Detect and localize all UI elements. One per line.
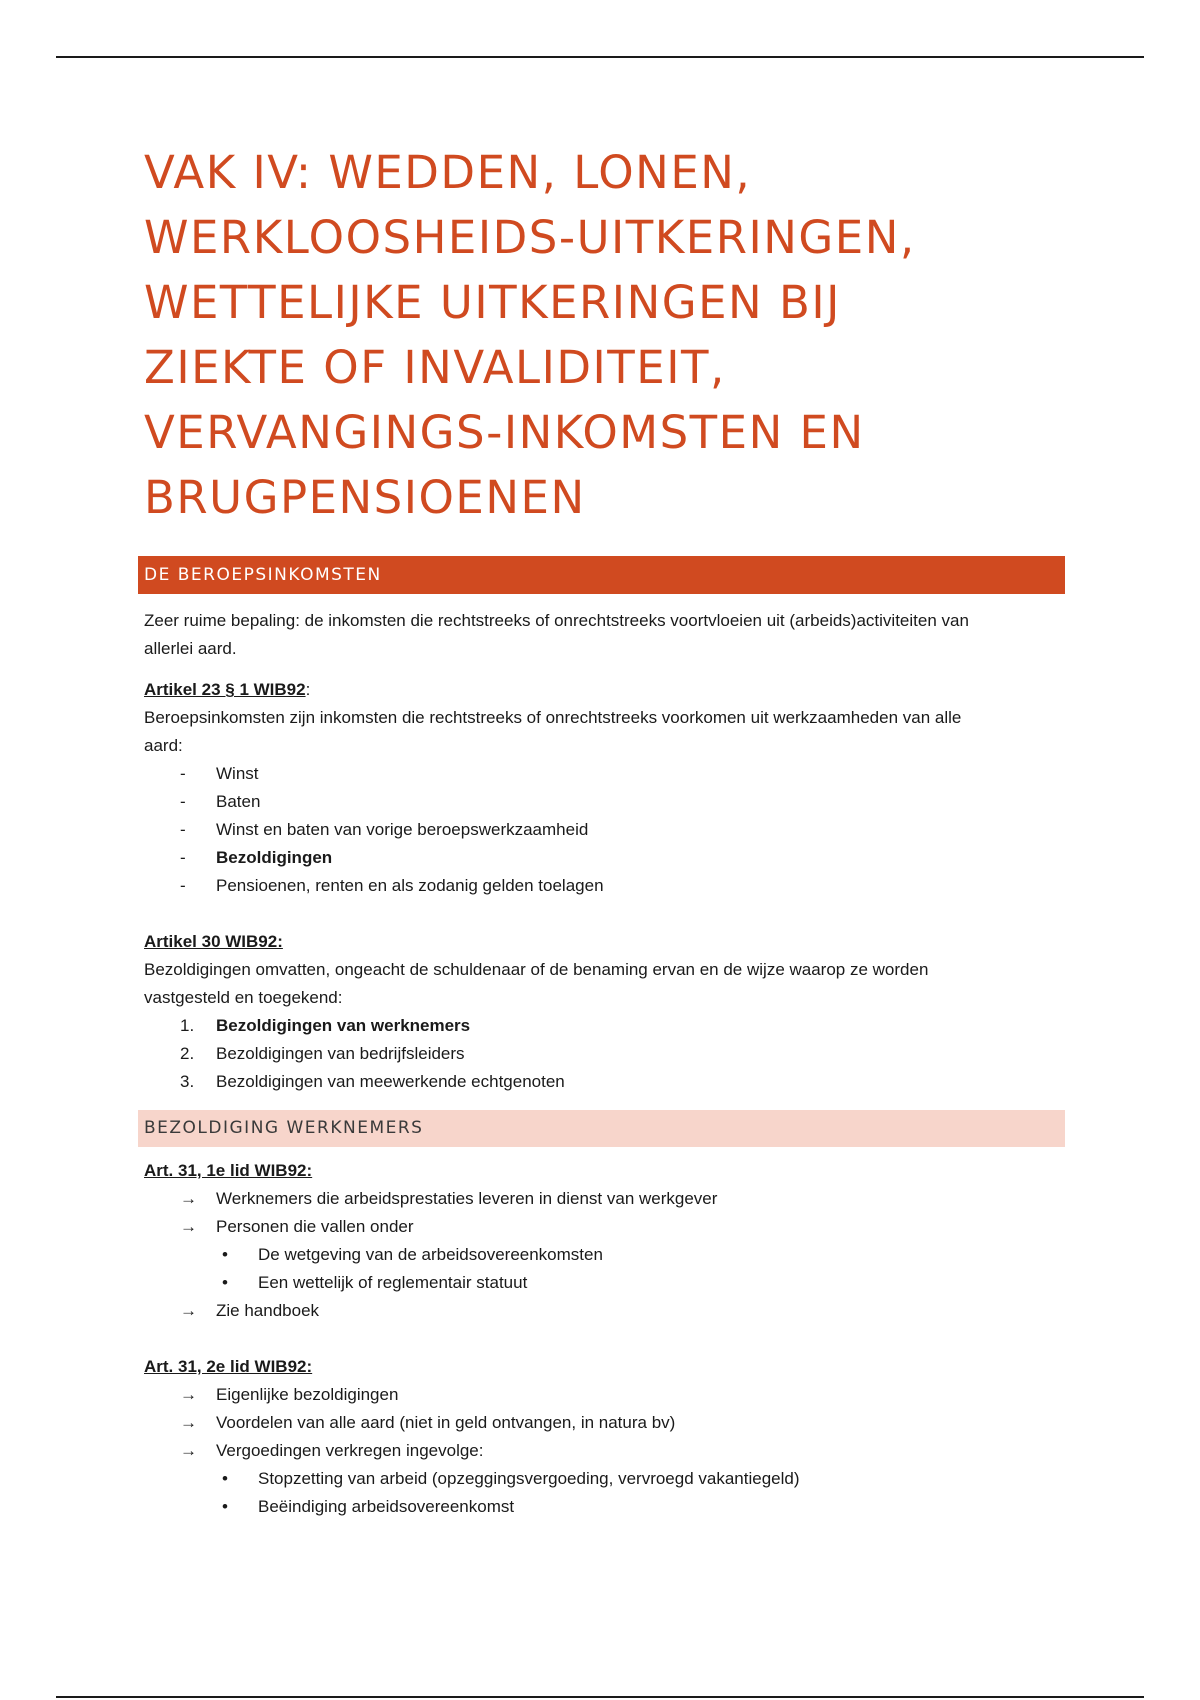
list-item: - Bezoldigingen [144, 844, 1059, 872]
article-23-text: aard: [144, 736, 183, 755]
dash-marker: - [180, 792, 186, 811]
section-heading-bezoldiging-werknemers: BEZOLDIGING WERKNEMERS [138, 1110, 1065, 1147]
number-marker: 3. [180, 1072, 195, 1091]
article-31-2-heading [144, 1353, 1059, 1381]
list-item: → Voordelen van alle aard (niet in geld ontvangen, in natura bv) [144, 1409, 1059, 1437]
number-marker: 2. [180, 1044, 195, 1063]
list-item: → Vergoedingen verkregen ingevolge: [144, 1437, 1059, 1465]
vergoedingen-sublist [144, 1465, 1059, 1521]
bullet-icon: • [222, 1497, 228, 1516]
list-item: - Winst en baten van vorige beroepswerkzaamheid [144, 816, 1059, 844]
list-item: - Baten [144, 788, 1059, 816]
article-23-heading [144, 676, 1059, 704]
arrow-icon: → [180, 1217, 197, 1236]
arrow-icon: → [180, 1301, 197, 1320]
title-line: BRUGPENSIOENEN [144, 471, 586, 524]
list-item: 3. Bezoldigingen van meewerkende echtgenoten [144, 1068, 1059, 1096]
list-item: - Winst [144, 760, 1059, 788]
bezoldigingen-list [144, 1012, 1059, 1096]
article-23-text: Beroepsinkomsten zijn inkomsten die rechtstreeks of onrechtstreeks voorkomen uit werkzaamheden van alle [144, 708, 962, 727]
arrow-icon: → [180, 1441, 197, 1460]
title-line: VAK IV: WEDDEN, LONEN, [144, 146, 752, 199]
income-type-list [144, 760, 1059, 900]
document-title [144, 140, 1059, 530]
title-line: WERKLOOSHEIDS-UITKERINGEN, [144, 211, 916, 264]
article-31-1-heading [144, 1157, 1059, 1185]
list-item: 2. Bezoldigingen van bedrijfsleiders [144, 1040, 1059, 1068]
article-30-heading [144, 928, 1059, 956]
document-page [144, 140, 1059, 1521]
title-line: VERVANGINGS-INKOMSTEN EN [144, 406, 865, 459]
dash-marker: - [180, 876, 186, 895]
list-item: → Werknemers die arbeidsprestaties leveren in dienst van werkgever [144, 1185, 1059, 1213]
article-30-label: Artikel 30 WIB92: [144, 932, 283, 951]
bullet-icon: • [222, 1469, 228, 1488]
dash-marker: - [180, 764, 186, 783]
werknemers-list [144, 1185, 1059, 1241]
section-heading-beroepsinkomsten: DE BEROEPSINKOMSTEN [138, 556, 1065, 594]
intro-line: Zeer ruime bepaling: de inkomsten die rechtstreeks of onrechtstreeks voortvloeien uit (arbeids)activiteiten van [144, 611, 969, 630]
article-31-2-label: Art. 31, 2e lid WIB92: [144, 1357, 313, 1376]
werknemers-sublist [144, 1241, 1059, 1297]
article-30-text: vastgesteld en toegekend: [144, 988, 343, 1007]
list-item: • Beëindiging arbeidsovereenkomst [144, 1493, 1059, 1521]
list-item: • Een wettelijk of reglementair statuut [144, 1269, 1059, 1297]
bullet-icon: • [222, 1273, 228, 1292]
list-item: • De wetgeving van de arbeidsovereenkomsten [144, 1241, 1059, 1269]
title-line: WETTELIJKE UITKERINGEN BIJ [144, 276, 841, 329]
article-23-label: Artikel 23 § 1 WIB92 [144, 680, 306, 699]
werknemers-list-continued [144, 1297, 1059, 1325]
article-30-text: Bezoldigingen omvatten, ongeacht de schuldenaar of de benaming ervan en de wijze waarop ze worden [144, 960, 929, 979]
list-item: → Zie handboek [144, 1297, 1059, 1325]
title-line: ZIEKTE OF INVALIDITEIT, [144, 341, 726, 394]
list-item: 1. Bezoldigingen van werknemers [144, 1012, 1059, 1040]
list-item: • Stopzetting van arbeid (opzeggingsvergoeding, vervroegd vakantiegeld) [144, 1465, 1059, 1493]
dash-marker: - [180, 848, 186, 867]
list-item: → Personen die vallen onder [144, 1213, 1059, 1241]
dash-marker: - [180, 820, 186, 839]
list-item: → Eigenlijke bezoldigingen [144, 1381, 1059, 1409]
list-item: - Pensioenen, renten en als zodanig gelden toelagen [144, 872, 1059, 900]
arrow-icon: → [180, 1385, 197, 1404]
intro-line: allerlei aard. [144, 639, 237, 658]
bullet-icon: • [222, 1245, 228, 1264]
article-23-colon: : [305, 680, 311, 699]
arrow-icon: → [180, 1189, 197, 1208]
footer-rule [56, 1696, 1144, 1698]
number-marker: 1. [180, 1016, 195, 1035]
header-rule [56, 56, 1144, 58]
bezoldigingen-types-list [144, 1381, 1059, 1465]
article-31-1-label: Art. 31, 1e lid WIB92: [144, 1161, 313, 1180]
arrow-icon: → [180, 1413, 197, 1432]
